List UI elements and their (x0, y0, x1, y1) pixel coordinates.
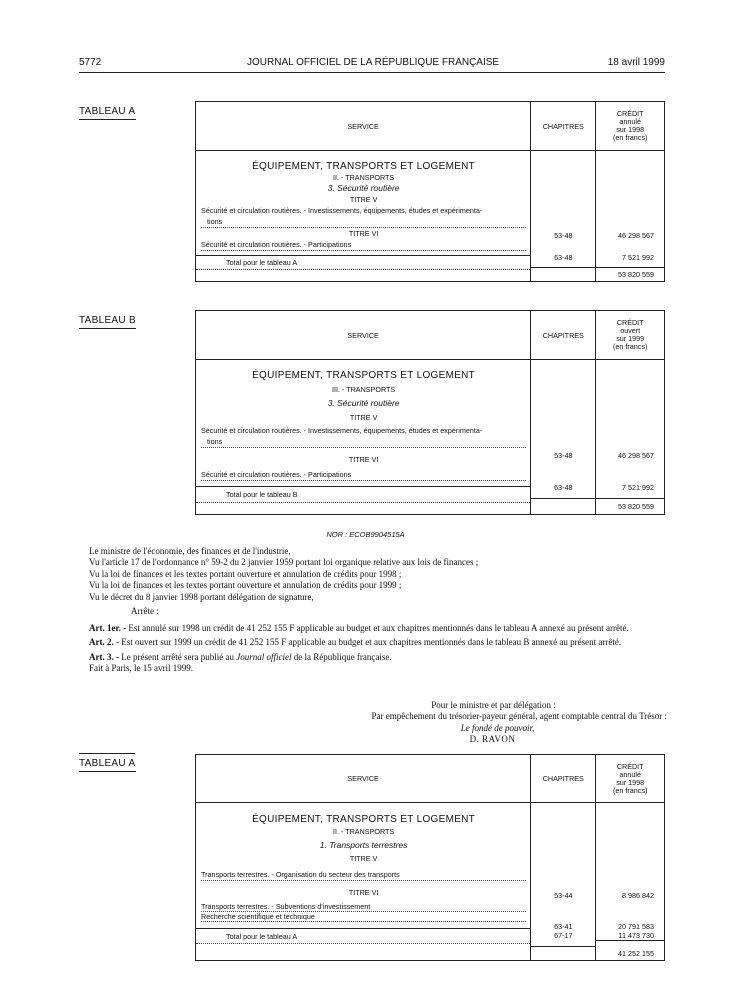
chap-63-48: 63-48 (554, 253, 573, 262)
art3-text-a: Le présent arrêté sera publié au (121, 651, 234, 662)
titre-v: TITRE V (349, 413, 378, 422)
credit-l4: (en francs) (613, 785, 648, 795)
art3-label: Art. 3. - (89, 651, 119, 662)
article-2 (79, 637, 667, 648)
nor-text: NOR : ECOB9904515A (326, 530, 405, 539)
value-row1: 46 298 567 (618, 451, 654, 460)
credit-l2: annulé (619, 769, 641, 779)
total-value: 41 252 155 (618, 949, 654, 958)
value-row3: 11 473 730 (596, 931, 664, 941)
col-header-credit (596, 102, 665, 151)
col-header-service: SERVICE (196, 311, 531, 360)
art1-label: Art. 1er. - (89, 623, 127, 633)
signature-name: D. RAVON (469, 734, 516, 745)
subsection-title: 3. Sécurité routière (327, 183, 400, 193)
art3-text-b: de la République française. (293, 651, 392, 662)
subsection-title: 1. Transports terrestres (319, 840, 408, 850)
titre-vi: TITRE VI (348, 229, 379, 238)
titre-vi: TITRE VI (348, 888, 379, 897)
chap-63-41: 63-41 (554, 922, 573, 931)
col-header-service: SERVICE (196, 755, 531, 803)
signature-line-3: Le fondé de pouvoir, (460, 722, 535, 733)
chap-53-44: 53-44 (554, 891, 573, 900)
art3-journal: Journal officiel (236, 651, 292, 662)
para-vu-2: Vu la loi de finances et les textes portant ouverture et annulation de crédits pour 1998 ; (89, 568, 402, 579)
art1-text: Est annulé sur 1998 un crédit de 41 252 155 F applicable au budget et aux chapitres mentionnés dans le tableau A annexé au présent arrêté. (128, 623, 629, 633)
chap-53-48: 53-48 (554, 451, 573, 460)
tableau-label: TABLEAU B (79, 315, 136, 326)
table-tableau-a-2 (195, 754, 665, 961)
para-vu-1: Vu l'article 17 de l'ordonnance n° 59-2 du 2 janvier 1959 portant loi organique relative aux lois de finances ; (89, 557, 479, 568)
value-row1: 8 986 842 (622, 891, 654, 900)
col-header-chapitres: CHAPITRES (531, 102, 596, 151)
section-title: II. - TRANSPORTS (332, 827, 395, 836)
journal-title: JOURNAL OFFICIEL DE LA RÉPUBLIQUE FRANÇAISE (247, 57, 500, 68)
chap-63-48: 63-48 (554, 483, 573, 492)
para-vu-3: Vu la loi de finances et les textes portant ouverture et annulation de crédits pour 1999 ; (89, 580, 402, 591)
titre-vi: TITRE VI (348, 455, 379, 464)
total-label: Total pour le tableau A (196, 255, 530, 270)
total-value: 53 820 559 (596, 498, 664, 514)
signature-line-1: Pour le ministre et par délégation : (431, 700, 556, 710)
credit-l4: (en francs) (613, 342, 648, 351)
titre-v: TITRE V (349, 854, 378, 863)
row-text-3: Recherche scientifique et technique (201, 912, 526, 922)
total-label: Total pour le tableau A (196, 928, 530, 944)
service-cell (196, 360, 531, 515)
page-number: 5772 (79, 57, 102, 68)
fait-a-paris: Fait à Paris, le 15 avril 1999. (89, 663, 193, 674)
credit-l1: CRÉDIT (616, 109, 644, 118)
section-title: III. - TRANSPORTS (331, 385, 396, 394)
chap-67-17: 67-17 (554, 931, 573, 940)
row-text-2: Sécurité et circulation routières. - Participations (201, 469, 526, 481)
credit-l4: (en francs) (613, 133, 648, 142)
total-value: 53 820 559 (596, 267, 664, 281)
decree-text (89, 546, 669, 617)
table-tableau-b (195, 310, 665, 515)
service-cell (196, 151, 531, 282)
value-row2: 7 521 992 (622, 483, 654, 492)
credit-l2: ouvert (620, 326, 641, 335)
ministry-title: ÉQUIPEMENT, TRANSPORTS ET LOGEMENT (252, 814, 476, 825)
row-text-1: Transports terrestres. - Organisation du secteur des transports (201, 869, 526, 881)
value-row2: 7 521 992 (622, 253, 654, 262)
tableau-label: TABLEAU A (79, 758, 136, 769)
credit-l3: sur 1998 (616, 125, 645, 134)
service-cell (196, 803, 531, 961)
art2-label: Art. 2. - (89, 637, 119, 648)
chap-53-48: 53-48 (554, 231, 573, 240)
col-header-chapitres: CHAPITRES (531, 311, 596, 360)
row-text-2: Transports terrestres. - Subventions d'investissement (201, 902, 526, 912)
subsection-title: 3. Sécurité routière (327, 398, 400, 408)
tableau-label-rule (79, 328, 136, 329)
credit-l1: CRÉDIT (616, 318, 644, 327)
signature-line-2: Par empêchement du trésorier-payeur général, agent comptable central du Trésor : (371, 711, 667, 722)
value-row2: 20 791 583 (618, 922, 654, 931)
credit-cell (596, 360, 665, 515)
tableau-label-rule (79, 771, 136, 772)
para-vu-4: Vu le décret du 8 janvier 1998 portant délégation de signature, (89, 591, 314, 602)
chapitres-cell (531, 803, 596, 961)
issue-date: 18 avril 1999 (607, 57, 665, 68)
col-header-credit (596, 755, 665, 803)
row-text-b: tions (201, 216, 526, 228)
titre-v: TITRE V (349, 195, 378, 204)
chapitres-cell (531, 151, 596, 282)
total-label: Total pour le tableau B (196, 486, 530, 503)
article-1 (79, 623, 667, 634)
articles (79, 623, 667, 675)
row-text-a: Sécurité et circulation routières. - Investissements, équipements, études et expérimenta- (201, 206, 483, 215)
credit-l3: sur 1999 (616, 334, 645, 343)
col-header-credit (596, 311, 665, 360)
value-row1: 46 298 567 (618, 231, 654, 240)
signature-block (300, 700, 667, 746)
row-text-b: tions (201, 436, 526, 448)
ministry-title: ÉQUIPEMENT, TRANSPORTS ET LOGEMENT (252, 370, 476, 381)
credit-l3: sur 1998 (616, 777, 645, 787)
tableau-top-rule (79, 753, 135, 754)
tableau-label-rule (79, 119, 136, 120)
para-arrete: Arrête : (131, 606, 159, 617)
ministry-title: ÉQUIPEMENT, TRANSPORTS ET LOGEMENT (252, 161, 476, 172)
credit-l2: annulé (619, 117, 641, 126)
section-title: II. - TRANSPORTS (332, 173, 395, 182)
para-minister: Le ministre de l'économie, des finances et de l'industrie, (89, 546, 291, 556)
tableau-label: TABLEAU A (79, 106, 136, 117)
chapitres-cell (531, 360, 596, 515)
table-tableau-a-1 (195, 101, 665, 282)
credit-l1: CRÉDIT (616, 761, 644, 771)
credit-cell (596, 151, 665, 282)
header-rule (79, 72, 665, 73)
row-text-2: Sécurité et circulation routières. - Participations (201, 239, 526, 251)
art2-text: Est ouvert sur 1999 un crédit de 41 252 155 F applicable au budget et aux chapitres mentionnés dans le tableau B annexé au présent arrêté. (121, 637, 622, 648)
credit-cell (596, 803, 665, 961)
row-text-a: Sécurité et circulation routières. - Investissements, équipements, études et expérimenta- (201, 426, 483, 435)
col-header-chapitres: CHAPITRES (531, 755, 596, 803)
article-3 (79, 652, 667, 663)
col-header-service: SERVICE (196, 102, 531, 151)
nor-reference (0, 529, 731, 540)
